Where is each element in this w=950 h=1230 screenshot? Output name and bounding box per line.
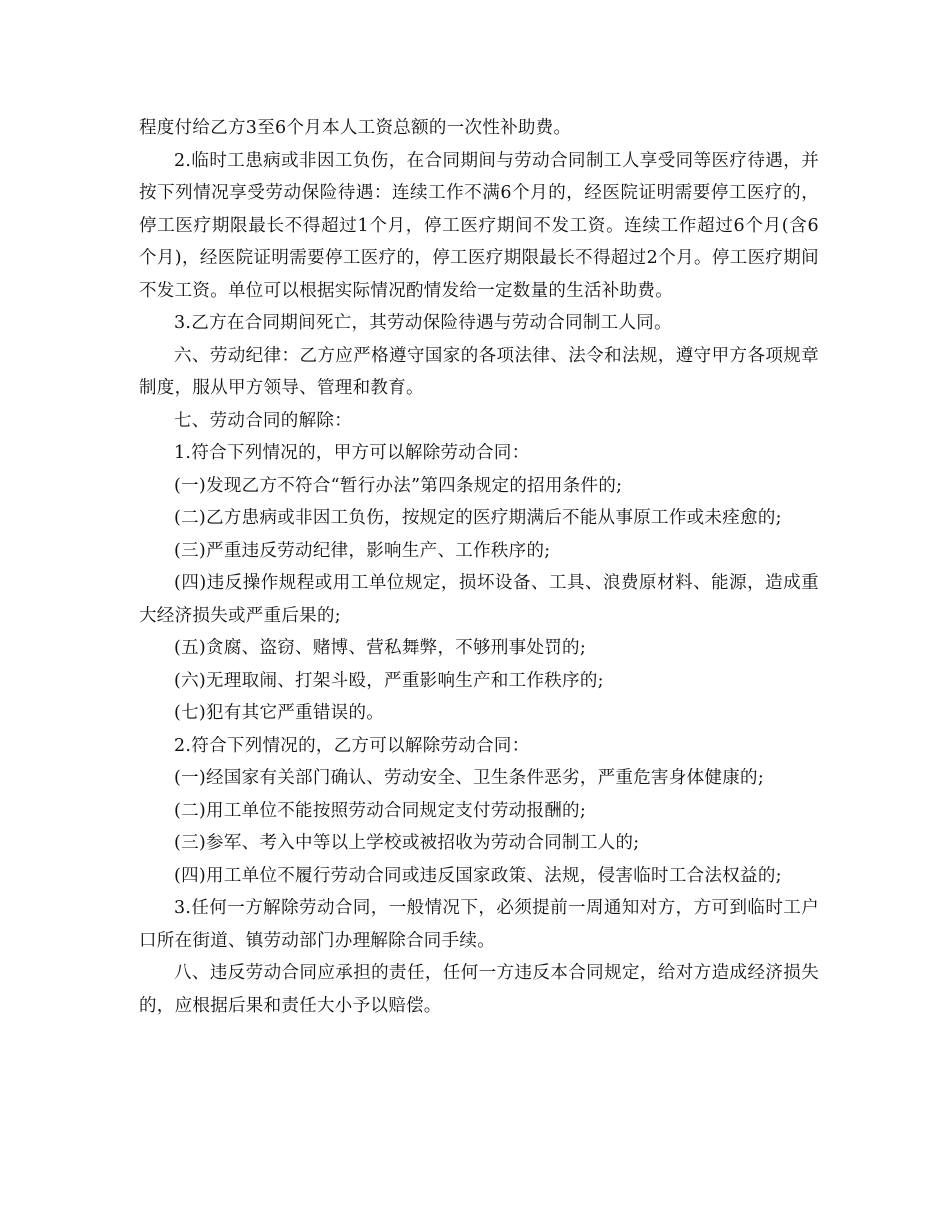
- paragraph-subsidy-continuation: 程度付给乙方3至6个月本人工资总额的一次性补助费。: [139, 118, 572, 138]
- clause-party-a-termination: 1.符合下列情况的，甲方可以解除劳动合同：: [174, 443, 530, 463]
- section-breach-liability: 八、违反劳动合同应承担的责任，任何一方违反本合同规定，给对方造成经济损失的，应根据后果和责任大小予以赔偿。: [139, 963, 819, 1016]
- list-item: (四)用工单位不履行劳动合同或违反国家政策、法规，侵害临时工合法权益的;: [174, 865, 782, 886]
- list-item: (四)违反操作规程或用工单位规定，损坏设备、工具、浪费原材料、能源，造成重大经济损失或严重后果的;: [139, 573, 819, 626]
- list-item: (一)经国家有关部门确认、劳动安全、卫生条件恶劣，严重危害身体健康的;: [174, 768, 765, 788]
- list-item: (三)严重违反劳动纪律，影响生产、工作秩序的;: [174, 540, 551, 561]
- list-item: (一)发现乙方不符合“暂行办法”第四条规定的招用条件的;: [174, 475, 623, 496]
- list-item: (三)参军、考入中等以上学校或被招收为劳动合同制工人的;: [174, 833, 640, 853]
- list-item: (五)贪腐、盗窃、赌博、营私舞弊，不够刑事处罚的;: [174, 638, 587, 658]
- list-item: (七)犯有其它严重错误的。: [174, 703, 385, 723]
- paragraph-death-benefits: 3.乙方在合同期间死亡，其劳动保险待遇与劳动合同制工人同。: [174, 313, 672, 333]
- document-body: [139, 112, 819, 1022]
- clause-termination-notice: 3.任何一方解除劳动合同，一般情况下，必须提前一周通知对方，方可到临时工户口所在街道、镇劳动部门办理解除合同手续。: [139, 898, 819, 951]
- list-item: (六)无理取闹、打架斗殴，严重影响生产和工作秩序的;: [174, 670, 604, 691]
- clause-party-b-termination: 2.符合下列情况的，乙方可以解除劳动合同：: [174, 735, 530, 756]
- paragraph-sick-leave-treatment: 2.临时工患病或非因工负伤，在合同期间与劳动合同制工人享受同等医疗待遇，并按下列情况享受劳动保险待遇：连续工作不满6个月的，经医院证明需要停工医疗的，停工医疗期限最长不得超过1个月，停工医疗期间不发工资。连续工作超过6个月(含6个月)，经医院证明需要停工医疗的，停工医疗期限最长不得超过2个月。停工医疗期间不发工资。单位可以根据实际情况酌情发给一定数量的生活补助费。: [139, 150, 819, 301]
- list-item: (二)用工单位不能按照劳动合同规定支付劳动报酬的;: [174, 800, 587, 821]
- section-labor-discipline: 六、劳动纪律：乙方应严格遵守国家的各项法律、法令和法规，遵守甲方各项规章制度，服从甲方领导、管理和教育。: [139, 345, 819, 398]
- list-item: (二)乙方患病或非因工负伤，按规定的医疗期满后不能从事原工作或未痊愈的;: [174, 508, 782, 528]
- section-contract-termination-heading: 七、劳动合同的解除：: [174, 410, 352, 431]
